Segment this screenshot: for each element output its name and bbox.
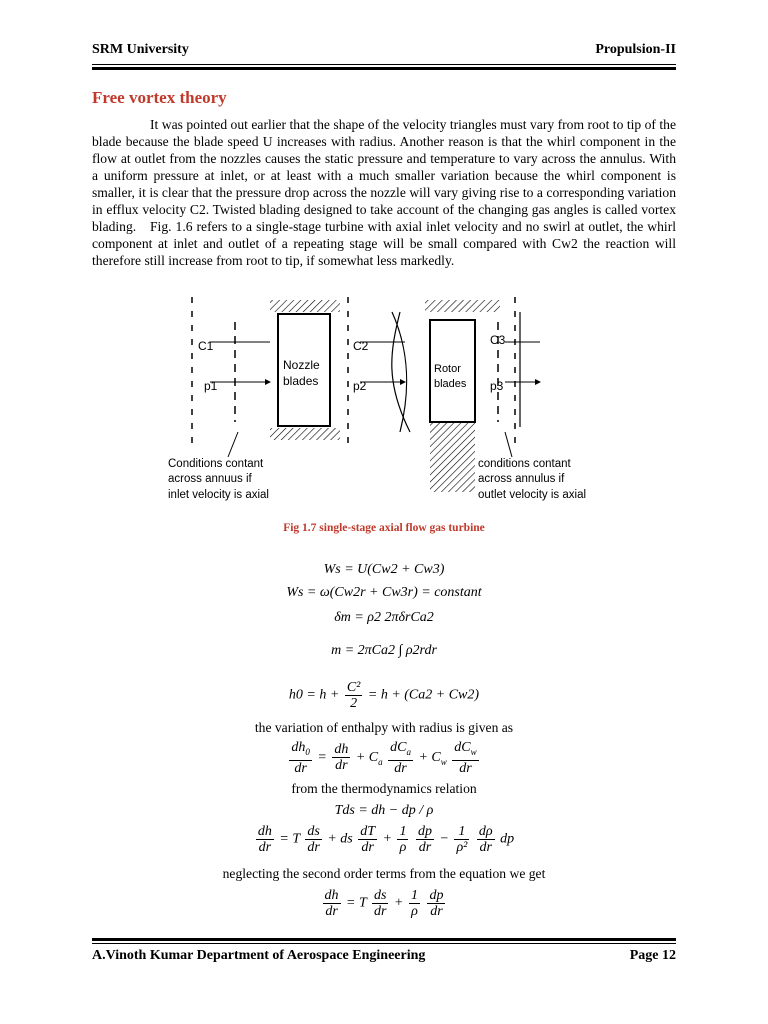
label-nozzle-2: blades [283, 374, 319, 388]
label-p2: p2 [353, 379, 367, 393]
casing-hatch-right [425, 300, 500, 312]
text-neglecting: neglecting the second order terms from the equation we get [222, 866, 546, 881]
left-note-1: Conditions contant [168, 458, 264, 470]
equation-4: m = 2πCa2 ∫ ρ2rdr [331, 643, 437, 658]
header-right: Propulsion-II [595, 42, 676, 57]
equation-5 [92, 680, 676, 711]
equation-8: $\frac{dh}{dr}$ = T $\frac{ds}{dr}$ + ds $\frac{dT}{dr}$ + $\frac{1}{\rho}$ $\frac{dp}{dr}$ − $\frac{1}{\text{ρ²}}$ $\frac{d\rho}{dr}$ dp [257, 824, 515, 855]
left-note-3: inlet velocity is axial [168, 489, 269, 501]
label-c1: C1 [198, 339, 214, 353]
page-header [92, 42, 676, 64]
right-note-1: conditions contant [478, 458, 571, 470]
page-footer [92, 948, 676, 970]
page-number: Page 12 [629, 948, 676, 963]
equation-5-left: h0 = h + [288, 687, 340, 703]
equation-7: Tds = dh − dp / ρ [334, 803, 434, 818]
label-c3: C3 [490, 333, 506, 347]
equation-6: $\frac{dh_0}{dr}$ = $\frac{dh}{dr}$ + $C_a$ $\frac{dC_a}{dr}$ + $C_w$ $\frac{dC_w}{dr}$ [291, 740, 477, 776]
rotor-disc-hatch [430, 422, 475, 492]
equation-1: Ws = U(Cw2 + Cw3) [323, 562, 445, 577]
hub-hatch-left [270, 428, 340, 440]
footer-left: A.Vinoth Kumar Department of Aerospace Engineering [92, 948, 426, 963]
equation-9: $\frac{dh}{dr}$ = T $\frac{ds}{dr}$ + $\frac{1}{\rho}$ $\frac{dp}{dr}$ [324, 888, 444, 919]
equation-3: δm = ρ2 2πδrCa2 [334, 610, 434, 625]
label-p3: p3 [490, 379, 504, 393]
equation-5-right: = h + (Ca2 + Cw2) [367, 687, 480, 703]
fraction-c2-over-2: $\frac{\text{C²}}{2}$ [346, 680, 361, 711]
header-left: SRM University [92, 42, 189, 57]
paragraph-1-text: It was pointed out earlier that the shape of the velocity triangles must vary from root to tip of the blade because the blade speed U increases with radius. Another reason is that the whirl component in the flow at outlet from the nozzles causes the static pressure and temperature to vary across the annulus. With a uniform pressure at inlet, or at least with a much smaller variation because the whirl component is smaller, it is clear that the pressure drop across the nozzle will vary giving rise to a corresponding variation in efflux velocity C2. Twisted blading designed to take account of the changing gas angles is called vortex blading. [92, 117, 676, 234]
casing-hatch-left [270, 300, 340, 312]
text-thermo: from the thermodynamics relation [291, 781, 477, 796]
label-rotor-2: blades [434, 378, 467, 390]
paragraph-2 [92, 218, 676, 269]
paragraph-2-text: Fig. 1.6 refers to a single-stage turbine with axial inlet velocity and no swirl at outlet, the whirl component at inlet and outlet of a repeating stage will be small compared with Cw2 the reaction will therefore still increase from root to tip, if somewhat less markedly. [92, 219, 676, 268]
section-title: Free vortex theory [92, 88, 227, 107]
label-rotor: Rotor [434, 363, 461, 375]
label-nozzle: Nozzle [283, 358, 320, 372]
label-c2: C2 [353, 339, 369, 353]
right-note-2: across annulus if [478, 473, 565, 485]
text-variation: the variation of enthalpy with radius is given as [254, 720, 514, 735]
footer-rule [92, 938, 676, 944]
header-rule [92, 64, 676, 70]
turbine-figure [160, 292, 610, 512]
right-note-3: outlet velocity is axial [478, 489, 587, 501]
left-note-2: across annuus if [168, 473, 252, 485]
equation-2: Ws = ω(Cw2r + Cw3r) = constant [286, 585, 482, 600]
figure-caption: Fig 1.7 single-stage axial flow gas turbine [283, 522, 485, 534]
label-p1: p1 [204, 379, 218, 393]
